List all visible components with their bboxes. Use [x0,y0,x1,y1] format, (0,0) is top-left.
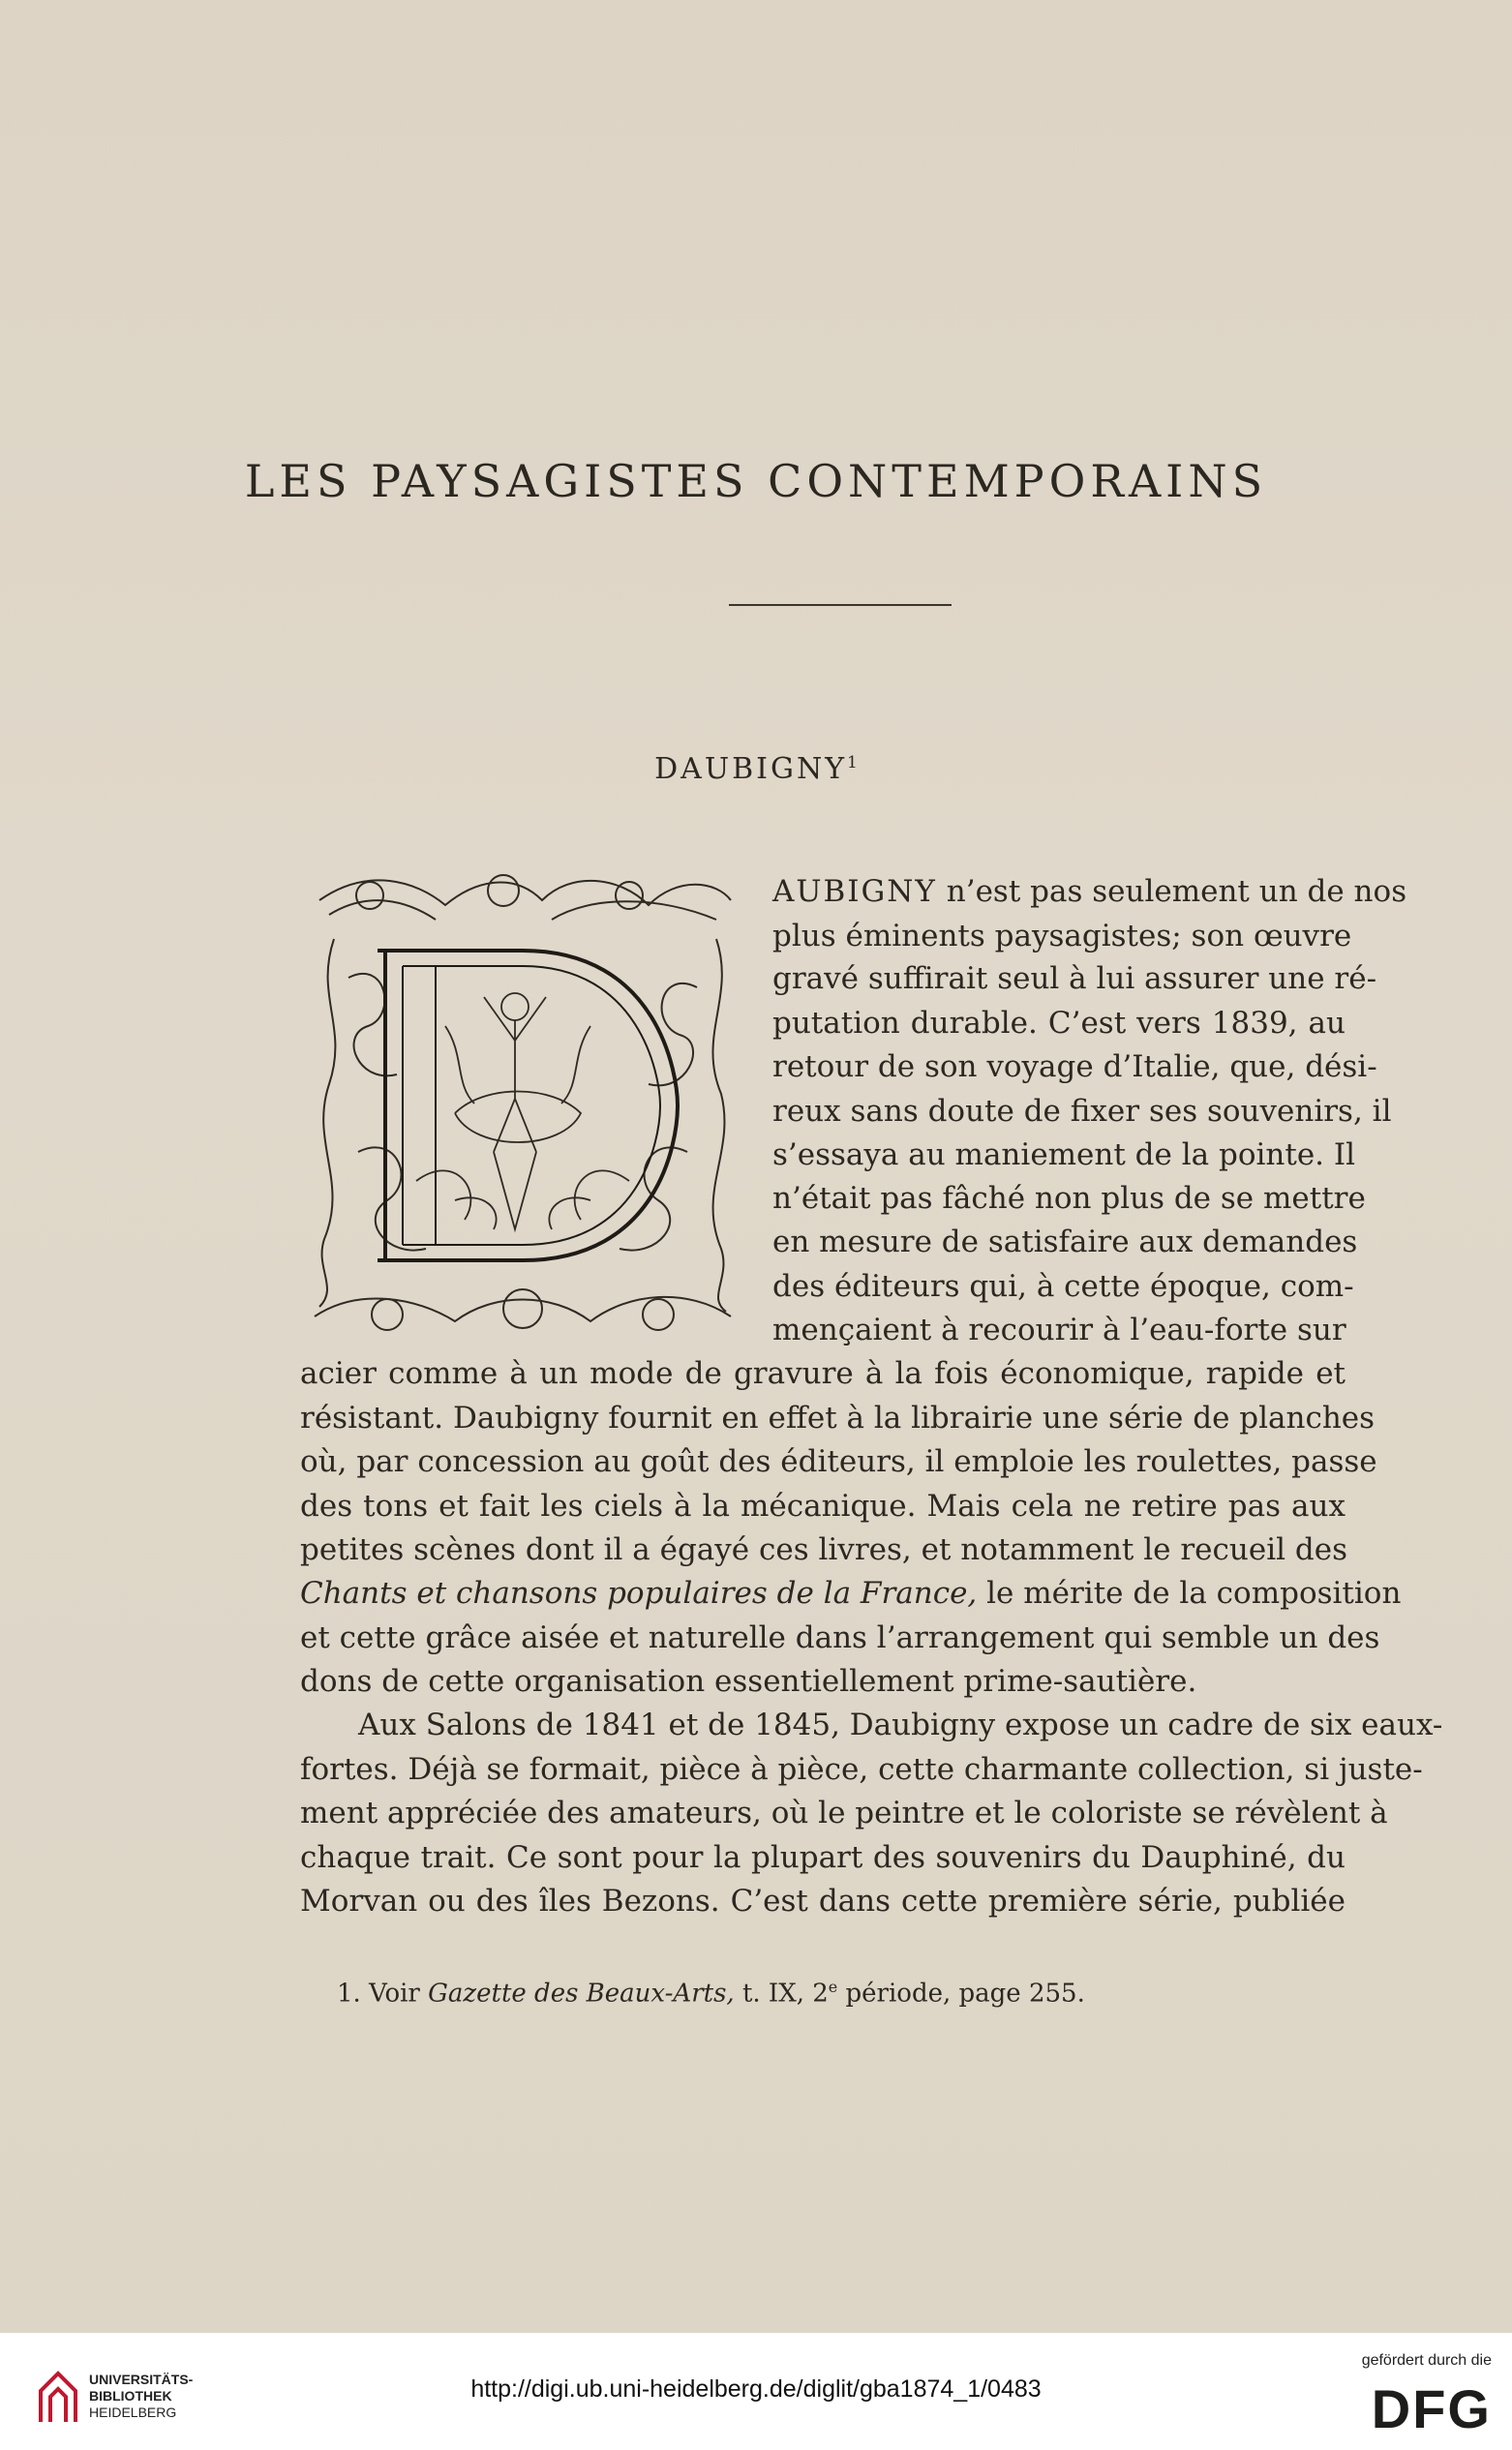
line-text: le mérite de la composition [977,1576,1402,1611]
library-name-line: HEIDELBERG [89,2405,177,2420]
library-name-line: BIBLIOTHEK [89,2388,172,2404]
article-title: LES PAYSAGISTES CONTEMPORAINS [244,455,1268,507]
text-line: acier comme à un mode de gravure à la fois économique, rapide et [300,1356,1346,1391]
footnote-number: 1. [337,1979,361,2009]
title-divider [729,604,952,606]
dfg-logo[interactable]: DFG [1371,2378,1492,2439]
text-line: Morvan ou des îles Bezons. C’est dans cette première série, publiée [300,1884,1346,1919]
text-line: mençaient à recourir à l’eau-forte sur [772,1313,1346,1347]
text-line: et cette grâce aisée et naturelle dans l’arrangement qui semble un des [300,1620,1380,1655]
text-line: chaque trait. Ce sont pour la plupart des souvenirs du Dauphiné, du [300,1840,1346,1875]
text-line [772,874,1407,909]
text-line: fortes. Déjà se formait, pièce à pièce, cette charmante collection, si juste- [300,1752,1423,1787]
footnote-text: période, page 255. [837,1979,1085,2009]
article-subtitle [0,752,1512,786]
text-line: résistant. Daubigny fournit en effet à la librairie une série de planches [300,1401,1376,1436]
footnote-text: Voir [360,1979,429,2009]
ornamental-initial-d [310,862,736,1342]
text-line: où, par concession au goût des éditeurs, il emploie les roulettes, passe [300,1444,1377,1479]
footnote [337,1978,1085,2009]
text-line: reux sans doute de fixer ses souvenirs, il [772,1094,1392,1129]
text-line: ment appréciée des amateurs, où le peintre et le coloriste se révèlent à [300,1796,1388,1830]
line-text: n’est pas seulement un de nos [936,874,1407,909]
subtitle-footnote-marker: 1 [847,753,858,772]
text-line: putation durable. C’est vers 1839, au [772,1006,1346,1041]
italic-title: Chants et chansons populaires de la France, [300,1576,978,1611]
subtitle-text: DAUBIGNY [654,752,848,786]
footnote-text: t. IX, 2 [734,1979,829,2009]
text-line [300,1576,1402,1611]
text-line: petites scènes dont il a égayé ces livres, et notamment le recueil des [300,1532,1347,1567]
library-name-line: UNIVERSITÄTS- [89,2372,194,2387]
text-line: des éditeurs qui, à cette époque, com- [772,1269,1354,1304]
text-line: gravé suffirait seul à lui assurer une ré- [772,961,1377,996]
small-caps-lead: AUBIGNY [772,874,937,909]
footnote-journal: Gazette des Beaux-Arts, [428,1979,735,2009]
text-line: plus éminents paysagistes; son œuvre [772,919,1352,953]
viewer-footer [0,2333,1512,2450]
text-line: en mesure de satisfaire aux demandes [772,1225,1358,1259]
footnote-superscript: e [828,1978,838,1996]
text-line: Aux Salons de 1841 et de 1845, Daubigny expose un cadre de six eaux- [358,1708,1443,1742]
text-line: n’était pas fâché non plus de se mettre [772,1181,1366,1216]
funding-note: gefördert durch die [1361,2352,1492,2369]
text-line: des tons et fait les ciels à la mécanique. Mais cela ne retire pas aux [300,1489,1346,1524]
permalink-url[interactable]: http://digi.ub.uni-heidelberg.de/diglit/gba1874_1/0483 [470,2375,1042,2403]
text-line: dons de cette organisation essentiellement prime-sautière. [300,1664,1197,1699]
text-line: s’essaya au maniement de la pointe. Il [772,1137,1356,1172]
text-line: retour de son voyage d’Italie, que, dési- [772,1049,1377,1084]
